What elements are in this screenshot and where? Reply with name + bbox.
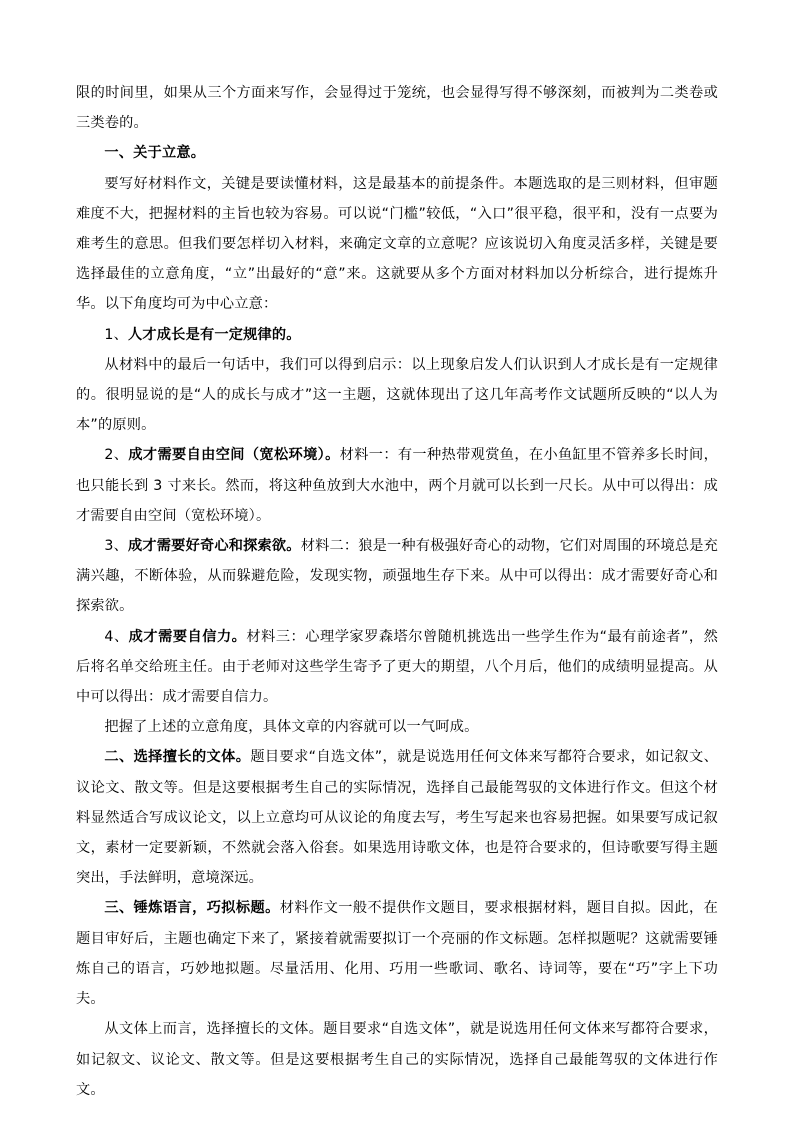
section-3 bbox=[76, 893, 718, 1014]
paragraph-closing bbox=[76, 1014, 718, 1105]
paragraph-text: 限的时间里，如果从三个方面来写作，会显得过于笼统，也会显得写得不够深刻，而被判为二类卷或三类卷的。 bbox=[76, 85, 718, 132]
point-number: 1、 bbox=[104, 326, 129, 343]
section-heading-text: 二、选择擅长的文体。 bbox=[104, 749, 251, 766]
point-text: 材料三：心理学家罗森塔尔曾随机挑选出一些学生作为“最有前途者”，然后将名单交给班主任。由于老师对这些学生寄予了更大的期望，八个月后，他们的成绩明显提高。从中可以得出：成才需要自信力。 bbox=[76, 628, 718, 706]
point-3 bbox=[76, 531, 718, 622]
section-heading-text: 三、锤炼语言，巧拟标题。 bbox=[104, 900, 280, 917]
section-heading-1 bbox=[76, 138, 718, 168]
paragraph-summary bbox=[76, 712, 718, 742]
document-body bbox=[76, 78, 718, 1105]
point-heading: 成才需要好奇心和探索欲。 bbox=[128, 538, 301, 555]
section-2 bbox=[76, 742, 718, 893]
point-heading: 人才成长是有一定规律的。 bbox=[128, 326, 301, 343]
paragraph-explanation bbox=[76, 350, 718, 441]
section-heading-text: 一、关于立意。 bbox=[104, 145, 206, 162]
paragraph-text: 要写好材料作文，关键是要读懂材料，这是最基本的前提条件。本题选取的是三则材料，但审题难度不大，把握材料的主旨也较为容易。可以说“门槛”较低，“入口”很平稳，很平和，没有一点要为难考生的意思。但我们要怎样切入材料，来确定文章的立意呢？应该说切入角度灵活多样，关键是要选择最佳的立意角度，“立”出最好的“意”来。这就要从多个方面对材料加以分析综合，进行提炼升华。以下角度均可为中心立意： bbox=[76, 175, 718, 313]
point-4 bbox=[76, 622, 718, 713]
point-text: 材料二：狼是一种有极强好奇心的动物，它们对周围的环境总是充满兴趣，不断体验，从而躲避危险，发现实物，顽强地生存下来。从中可以得出：成才需要好奇心和探索欲。 bbox=[76, 538, 718, 615]
paragraph-continuation bbox=[76, 78, 718, 138]
point-1 bbox=[76, 320, 718, 350]
paragraph-intro bbox=[76, 169, 718, 320]
point-heading: 成才需要自由空间（宽松环境）。 bbox=[128, 447, 340, 464]
point-heading: 成才需要自信力。 bbox=[128, 628, 247, 645]
point-number: 2、 bbox=[104, 447, 129, 464]
point-number: 3、 bbox=[104, 538, 129, 555]
point-2 bbox=[76, 440, 718, 531]
paragraph-text: 材料作文一般不提供作文题目，要求根据材料，题目自拟。因此，在题目审好后，主题也确定下来了，紧接着就需要拟订一个亮丽的作文标题。怎样拟题呢？这就需要锤炼自己的语言，巧妙地拟题。尽量活用、化用、巧用一些歌词、歌名、诗词等，要在“巧”字上下功夫。 bbox=[76, 900, 718, 1008]
point-text: 材料一：有一种热带观赏鱼，在小鱼缸里不管养多长时间，也只能长到 3 寸来长。然而，将这种鱼放到大水池中，两个月就可以长到一尺长。从中可以得出：成才需要自由空间（宽松环境）。 bbox=[76, 447, 718, 524]
point-number: 4、 bbox=[104, 628, 129, 645]
paragraph-text: 把握了上述的立意角度，具体文章的内容就可以一气呵成。 bbox=[104, 719, 479, 736]
paragraph-text: 题目要求“自选文体”，就是说选用任何文体来写都符合要求，如记叙文、议论文、散文等。但是这要根据考生自己的实际情况，选择自己最能驾驭的文体进行作文。但这个材料显然适合写成议论文，以上立意均可从议论的角度去写，考生写起来也容易把握。如果要写成记叙文，素材一定要新颖，不然就会落入俗套。如果选用诗歌文体，也是符合要求的，但诗歌要写得主题突出，手法鲜明，意境深远。 bbox=[76, 749, 718, 887]
paragraph-text: 从材料中的最后一句话中，我们可以得到启示：以上现象启发人们认识到人才成长是有一定规律的。很明显说的是“人的成长与成才”这一主题，这就体现出了这几年高考作文试题所反映的“以人为本”的原则。 bbox=[76, 356, 718, 434]
paragraph-text: 从文体上而言，选择擅长的文体。题目要求“自选文体”，就是说选用任何文体来写都符合要求，如记叙文、议论文、散文等。但是这要根据考生自己的实际情况，选择自己最能驾驭的文体进行作文。 bbox=[76, 1021, 718, 1098]
